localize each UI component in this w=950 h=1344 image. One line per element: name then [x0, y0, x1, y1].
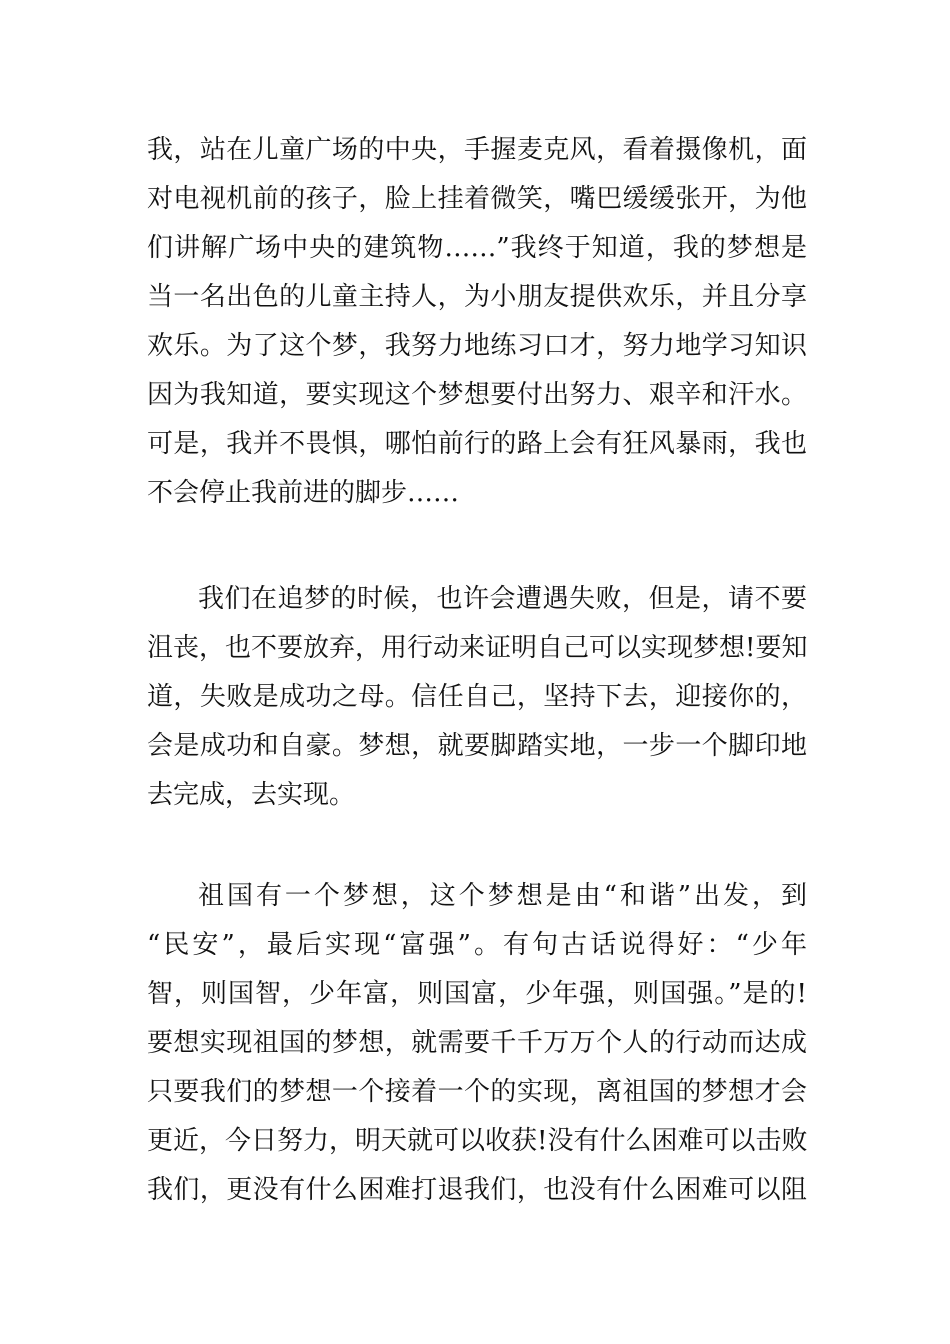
- text-line: 欢乐。为了这个梦，我努力地练习口才，努力地学习知识: [147, 331, 807, 361]
- text-line: 可是，我并不畏惧，哪怕前行的路上会有狂风暴雨，我也: [147, 429, 807, 459]
- text-line: 更近，今日努力，明天就可以收获!没有什么困难可以击败: [147, 1126, 808, 1156]
- text-line: 不会停止我前进的脚步……: [147, 478, 460, 508]
- text-line: 当一名出色的儿童主持人，为小朋友提供欢乐，并且分享: [147, 282, 807, 312]
- text-line: 对电视机前的孩子，脸上挂着微笑，嘴巴缓缓张开，为他: [147, 184, 807, 214]
- text-line: 沮丧，也不要放弃，用行动来证明自己可以实现梦想!要知: [147, 633, 808, 663]
- text-line: 们讲解广场中央的建筑物……”我终于知道，我的梦想是: [147, 233, 807, 263]
- text-line: 祖国有一个梦想，这个梦想是由“和谐”出发，到: [198, 881, 807, 911]
- text-line: 我们，更没有什么困难打退我们，也没有什么困难可以阻: [147, 1175, 807, 1205]
- text-line: 只要我们的梦想一个接着一个的实现，离祖国的梦想才会: [147, 1077, 807, 1107]
- text-line: 我，站在儿童广场的中央，手握麦克风，看着摄像机，面: [147, 135, 807, 165]
- text-line: “民安”，最后实现“富强”。有句古话说得好：“少年: [147, 930, 807, 960]
- text-line: 要想实现祖国的梦想，就需要千千万万个人的行动而达成: [147, 1028, 807, 1058]
- text-line: 会是成功和自豪。梦想，就要脚踏实地，一步一个脚印地: [147, 731, 807, 761]
- text-line: 我们在追梦的时候，也许会遭遇失败，但是，请不要: [198, 584, 807, 614]
- text-line: 去完成，去实现。: [147, 780, 356, 810]
- text-line: 道，失败是成功之母。信任自己，坚持下去，迎接你的，: [147, 682, 807, 712]
- text-line: 因为我知道，要实现这个梦想要付出努力、艰辛和汗水。: [147, 380, 807, 410]
- text-line: 智，则国智，少年富，则国富，少年强，则国强。”是的!: [147, 979, 807, 1009]
